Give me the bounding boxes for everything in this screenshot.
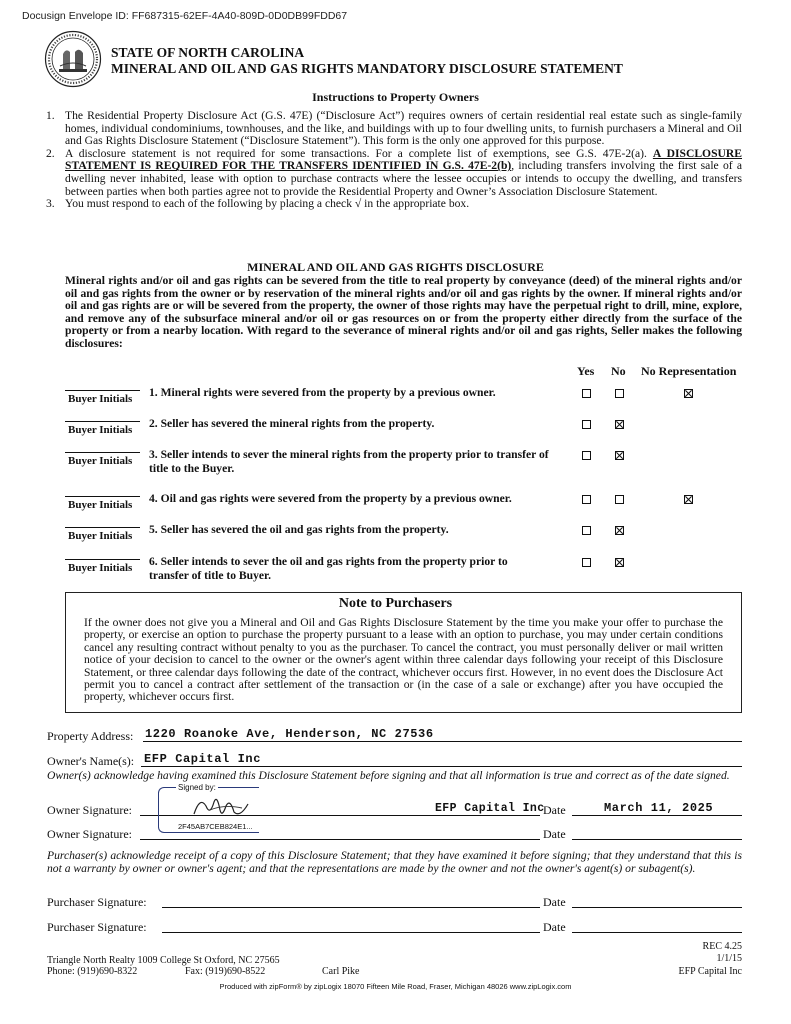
question-text: 2. Seller has severed the mineral rights from the property. xyxy=(149,417,435,430)
question-text: 4. Oil and gas rights were severed from the property by a previous owner. xyxy=(149,492,512,505)
signed-by-label: Signed by: xyxy=(178,783,216,792)
owner-name-label: Owner's Name(s): xyxy=(47,754,135,768)
question-text: 1. Mineral rights were severed from the property by a previous owner. xyxy=(149,386,496,399)
no-checkbox[interactable] xyxy=(615,526,624,535)
no-checkbox[interactable] xyxy=(615,420,624,429)
instructions-list xyxy=(46,110,742,211)
footer-agent: Carl Pike xyxy=(322,966,360,977)
instruction-item-3: 3. You must respond to each of the following by placing a check √ in the appropriate box. xyxy=(46,197,470,211)
owner-signature-2-date-label: Date xyxy=(543,827,566,841)
form-state-title: STATE OF NORTH CAROLINA xyxy=(111,45,305,60)
no-representation-checkbox[interactable] xyxy=(684,495,693,504)
footer-fax: Fax: (919)690-8522 xyxy=(185,966,266,977)
yes-checkbox[interactable] xyxy=(582,389,591,398)
owner-signature-2-line[interactable] xyxy=(140,839,540,840)
no-checkbox[interactable] xyxy=(615,451,624,460)
footer-form-date: 1/1/15 xyxy=(716,953,742,964)
instruction-item-2: 2. A disclosure statement is not required for some transactions. For a complete list of exemptions, see G.S. 47E-2(a). A DISCLOSURE STATEMENT IS REQUIRED FOR THE TRANSFERS IDENTIFIED IN G.S. 47E-2(b), including transfers involving the first sale of a dwelling never inhabited, lease with option to purchase contracts where the lessee occupies or intends to occupy the dwelling, and transfers between parties when both parties agree not to provide the Residential Property and Owner’s Association Disclosure Statement. xyxy=(46,146,742,198)
buyer-initials-line[interactable] xyxy=(65,421,140,422)
form-title: MINERAL AND OIL AND GAS RIGHTS MANDATORY DISCLOSURE STATEMENT xyxy=(111,61,623,76)
docusign-envelope-id: Docusign Envelope ID: FF687315-62EF-4A40-809D-0D0DB99FDD67 xyxy=(22,10,348,22)
purchaser-acknowledgement: Purchaser(s) acknowledge receipt of a copy of this Disclosure Statement; that they have examined it before signing; that they understand that this is not a warranty by owner or owner's agent; and that the representations are made by the owner and not the owner's agent(s) or subagent(s). xyxy=(47,849,742,875)
owner-signature-printed-name: EFP Capital Inc xyxy=(435,802,545,815)
buyer-initials-line[interactable] xyxy=(65,390,140,391)
buyer-initials-label: Buyer Initials xyxy=(68,562,133,574)
note-text: If the owner does not give you a Mineral and Oil and Gas Rights Disclosure Statement by the time you make your offer to purchase the property, or exercise an option to purchase the property pursuant to a lease with an option to purchase, you may under certain conditions cancel any resulting contract without penalty to you as the purchaser. To cancel the contract, you must personally deliver or mail written notice of your decision to cancel to the owner or the owner's agent within three calendar days following your receipt of this Disclosure Statement, or three calendar days following the date of the contract, whichever occurs first. However, in no event does the Disclosure Act permit you to cancel a contract after settlement of the transaction or (in the case of a sale or exchange) after you have occupied the property, whichever occurs first. xyxy=(84,616,723,704)
nc-state-seal-icon xyxy=(44,30,102,88)
owner-name-field[interactable]: EFP Capital Inc xyxy=(144,752,262,766)
column-no: No xyxy=(611,364,626,378)
no-checkbox[interactable] xyxy=(615,495,624,504)
no-checkbox[interactable] xyxy=(615,558,624,567)
signer-id-hash: 2F45AB7CEB824E1... xyxy=(178,822,253,831)
footer-phone: Phone: (919)690-8322 xyxy=(47,966,138,977)
buyer-initials-line[interactable] xyxy=(65,452,140,453)
buyer-initials-label: Buyer Initials xyxy=(68,499,133,511)
purchaser-signature-1-label: Purchaser Signature: xyxy=(47,895,147,909)
owner-name-line xyxy=(141,766,742,767)
note-title: Note to Purchasers xyxy=(338,596,453,611)
property-address-label: Property Address: xyxy=(47,729,134,743)
yes-checkbox[interactable] xyxy=(582,558,591,567)
question-text: 6. Seller intends to sever the oil and gas rights from the property prior to transfer of title to Buyer. xyxy=(149,555,508,582)
footer-brokerage: Triangle North Realty 1009 College St Oxford, NC 27565 xyxy=(47,955,280,966)
buyer-initials-label: Buyer Initials xyxy=(68,393,133,405)
column-yes: Yes xyxy=(577,364,595,378)
owner-signature-label: Owner Signature: xyxy=(47,803,132,817)
yes-checkbox[interactable] xyxy=(582,420,591,429)
no-checkbox[interactable] xyxy=(615,389,624,398)
owner-signature-2-date-line[interactable] xyxy=(572,839,742,840)
instructions-title: Instructions to Property Owners xyxy=(312,90,479,104)
owner-signature-date-line xyxy=(572,815,742,816)
instruction-item-1: 1. The Residential Property Disclosure Act (G.S. 47E) (“Disclosure Act”) requires owners of certain residential real estate such as single-family homes, individual condominiums, townhouses, and the like, and buildings with up to four dwelling units, to furnish purchasers a Mineral and Oil and Gas Rights Disclosure Statement (“Disclosure Statement”). This form is the only one approved for this purpose. xyxy=(46,109,742,148)
disclosure-intro: Mineral rights and/or oil and gas rights can be severed from the title to real property by conveyance (deed) of the mineral rights and/or oil and gas rights from the owner or by reservation of the mineral rights and/or oil and gas rights by the owner. If mineral rights and/or oil and gas rights are or will be severed from the property, the owner of those rights may have the perpetual right to drill, mine, explore, and remove any of the subsurface mineral and/or oil or gas resources on or from the property either directly from the surface of the property or from a nearby location. With regard to the severance of mineral rights and/or oil and gas rights, Seller makes the following disclosures: xyxy=(65,274,742,350)
zipform-credit: Produced with zipForm® by zipLogix 18070 Fifteen Mile Road, Fraser, Michigan 48026 www.zipLogix.com xyxy=(219,982,572,991)
disclosure-section-title: MINERAL AND OIL AND GAS RIGHTS DISCLOSURE xyxy=(247,260,544,274)
purchaser-signature-2-date-label: Date xyxy=(543,920,566,934)
yes-checkbox[interactable] xyxy=(582,526,591,535)
owner-acknowledgement: Owner(s) acknowledge having examined this Disclosure Statement before signing and that all information is true and correct as of the date signed. xyxy=(47,769,730,782)
buyer-initials-line[interactable] xyxy=(65,527,140,528)
buyer-initials-label: Buyer Initials xyxy=(68,530,133,542)
no-representation-checkbox[interactable] xyxy=(684,389,693,398)
question-text: 5. Seller has severed the oil and gas rights from the property. xyxy=(149,523,449,536)
owner-signature-2-label: Owner Signature: xyxy=(47,827,132,841)
owner-signature-date-field[interactable]: March 11, 2025 xyxy=(604,801,714,815)
property-address-line xyxy=(143,741,742,742)
purchaser-signature-2-date-line[interactable] xyxy=(572,932,742,933)
footer-form-code: REC 4.25 xyxy=(702,941,742,952)
buyer-initials-line[interactable] xyxy=(65,559,140,560)
purchaser-signature-2-label: Purchaser Signature: xyxy=(47,920,147,934)
column-no-representation: No Representation xyxy=(641,364,737,378)
purchaser-signature-1-date-line[interactable] xyxy=(572,907,742,908)
footer-file-name: EFP Capital Inc xyxy=(678,966,742,977)
buyer-initials-line[interactable] xyxy=(65,496,140,497)
question-text: 3. Seller intends to sever the mineral rights from the property prior to transfer of title to the Buyer. xyxy=(149,448,549,475)
yes-checkbox[interactable] xyxy=(582,495,591,504)
property-address-field[interactable]: 1220 Roanoke Ave, Henderson, NC 27536 xyxy=(145,727,434,741)
owner-signature-date-label: Date xyxy=(543,803,566,817)
buyer-initials-label: Buyer Initials xyxy=(68,455,133,467)
required-transfers-notice: A DISCLOSURE STATEMENT IS REQUIRED FOR THE TRANSFERS IDENTIFIED IN G.S. 47E-2(b) xyxy=(65,146,742,173)
purchaser-signature-2-line[interactable] xyxy=(162,932,540,933)
purchaser-signature-1-line[interactable] xyxy=(162,907,540,908)
purchaser-signature-1-date-label: Date xyxy=(543,895,566,909)
buyer-initials-label: Buyer Initials xyxy=(68,424,133,436)
yes-checkbox[interactable] xyxy=(582,451,591,460)
